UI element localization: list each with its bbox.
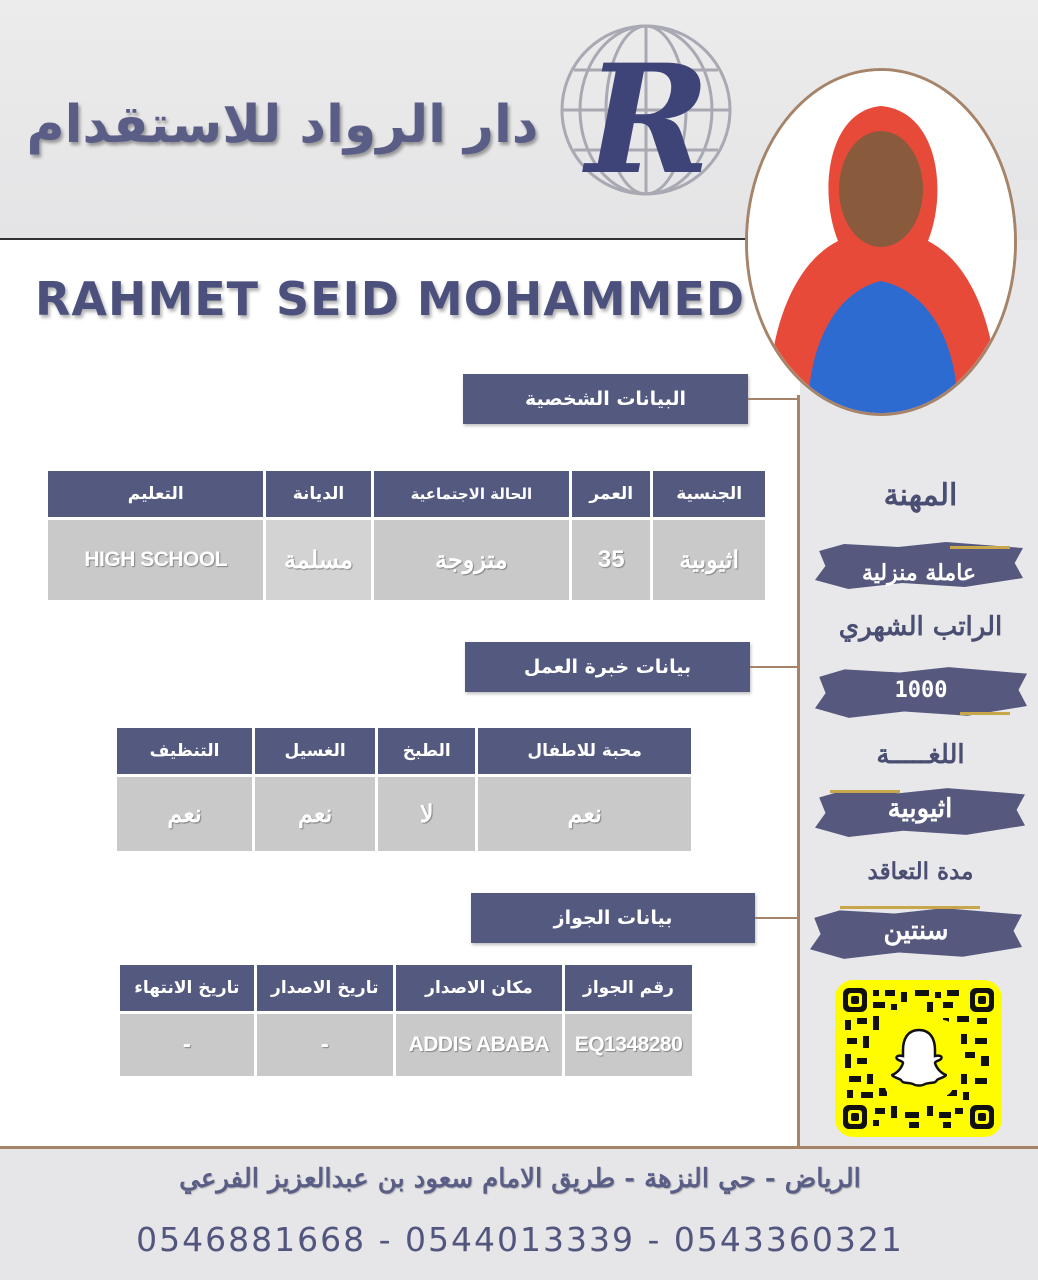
snapchat-qr-code[interactable] [835, 980, 1002, 1137]
language-value: اثيوبية [887, 794, 953, 824]
table-row [48, 520, 765, 600]
header-cleaning: التنظيف [117, 728, 252, 774]
connector [750, 666, 798, 668]
religion-value: مسلمة [266, 520, 370, 600]
header-issue-place: مكان الاصدار [396, 965, 562, 1011]
footer-phone-numbers: 0546881668 - 0544013339 - 0543360321 [136, 1220, 904, 1259]
table-row [120, 1014, 692, 1076]
passport-title: بيانات الجواز [471, 893, 755, 943]
header-loves-children: محبة للاطفال [478, 728, 691, 774]
header-divider [0, 238, 800, 240]
snapchat-ghost-icon [891, 1026, 947, 1088]
expiry-date-value: - [120, 1014, 254, 1076]
header-issue-date: تاريخ الاصدار [257, 965, 393, 1011]
cleaning-value: نعم [117, 777, 252, 851]
cooking-value: لا [378, 777, 475, 851]
personal-data-title: البيانات الشخصية [463, 374, 748, 424]
company-logo [558, 22, 734, 198]
passport-number-value: EQ1348280 [565, 1014, 692, 1076]
gold-accent [840, 906, 980, 909]
table-header-row [120, 965, 692, 1011]
connector [748, 398, 798, 400]
salary-value: 1000 [894, 678, 948, 703]
footer-address: الرياض - حي النزهة - طريق الامام سعود بن عبدالعزيز الفرعي [179, 1164, 861, 1194]
table-row [117, 777, 691, 851]
contract-value: سنتين [883, 916, 949, 946]
loves-children-value: نعم [478, 777, 691, 851]
header-education: التعليم [48, 471, 263, 517]
table-header-row [48, 471, 765, 517]
passport-table [117, 962, 695, 1079]
washing-value: نعم [255, 777, 375, 851]
age-value: 35 [572, 520, 650, 600]
personal-data-table [45, 468, 768, 603]
marital-status-value: متزوجة [374, 520, 570, 600]
worker-photo [745, 68, 1017, 416]
experience-table [114, 725, 694, 854]
nationality-value: اثيوبية [653, 520, 765, 600]
header-age: العمر [572, 471, 650, 517]
header-expiry-date: تاريخ الانتهاء [120, 965, 254, 1011]
header-washing: الغسيل [255, 728, 375, 774]
salary-label: الراتب الشهري [838, 612, 1003, 642]
header-cooking: الطبخ [378, 728, 475, 774]
company-name: دار الرواد للاستقدام [26, 95, 539, 155]
profession-value: عاملة منزلية [861, 560, 977, 586]
gold-accent [830, 790, 900, 793]
issue-place-value: ADDIS ABABA [396, 1014, 562, 1076]
education-value: HIGH SCHOOL [48, 520, 263, 600]
header-religion: الديانة [266, 471, 370, 517]
profession-label: المهنة [883, 478, 958, 513]
issue-date-value: - [257, 1014, 393, 1076]
logo-letter: R [585, 32, 711, 198]
language-label: اللغـــــة [876, 740, 965, 770]
contract-label: مدة التعاقد [867, 858, 974, 885]
gold-accent [960, 712, 1010, 715]
header-nationality: الجنسية [653, 471, 765, 517]
experience-title: بيانات خبرة العمل [465, 642, 750, 692]
header-passport-number: رقم الجواز [565, 965, 692, 1011]
gold-accent [950, 546, 1010, 549]
footer-divider [0, 1146, 1038, 1149]
worker-name: RAHMET SEID MOHAMMED [34, 272, 746, 326]
table-header-row [117, 728, 691, 774]
header-marital-status: الحالة الاجتماعية [374, 471, 570, 517]
connector [755, 917, 798, 919]
vertical-divider [797, 395, 800, 1147]
